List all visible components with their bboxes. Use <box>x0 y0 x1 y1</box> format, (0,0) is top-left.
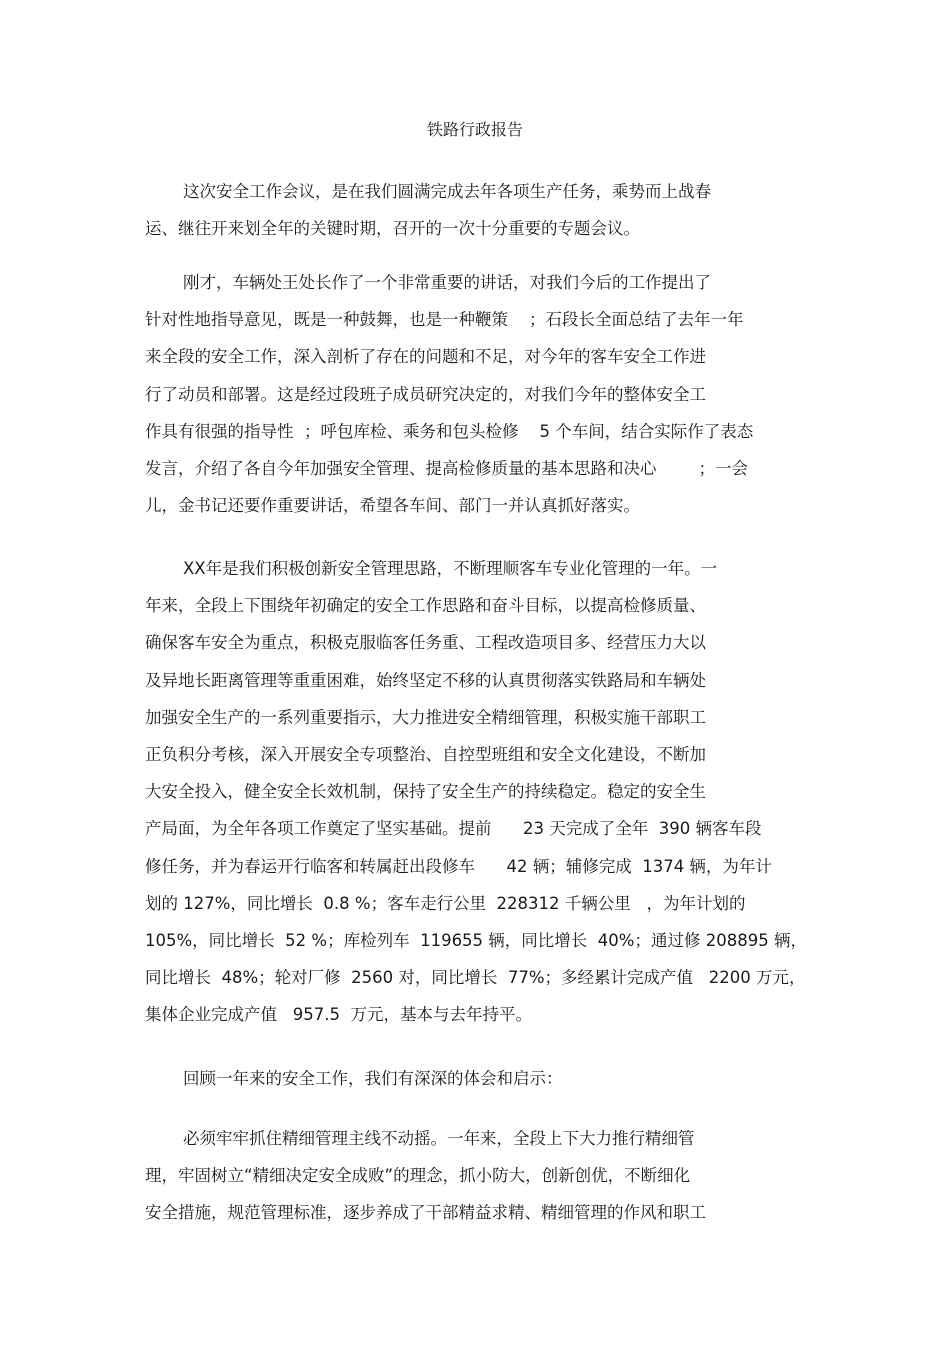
paragraph-meeting-intro <box>145 173 810 247</box>
text-line: 必须牢牢抓住精细管理主线不动摇。一年来，全段上下大力推行精细管 <box>183 1129 695 1148</box>
text-line: 正负积分考核，深入开展安全专项整治、自控型班组和安全文化建设，不断加 <box>145 744 706 764</box>
text-line: 及异地长距离管理等重重困难，始终坚定不移的认真贯彻落实铁路局和车辆处 <box>145 670 706 690</box>
text-line: 大安全投入，健全安全长效机制，保持了安全生产的持续稳定。稳定的安全生 <box>145 782 706 802</box>
text-line: 发言，介绍了各自今年加强安全管理、提高检修质量的基本思路和决心 ；一会 <box>145 458 748 478</box>
paragraph-annual-results <box>145 550 810 1033</box>
text-line: 划的 127%，同比增长 0.8 %；客车走行公里 228312 千辆公里 ，为年计划的 <box>145 893 746 913</box>
text-line: 儿，金书记还要作重要讲话，希望各车间、部门一并认真抓好落实。 <box>145 496 640 516</box>
text-line: 集体企业完成产值 957.5 万元，基本与去年持平。 <box>145 1005 532 1025</box>
text-line: 针对性地指导意见，既是一种鼓舞，也是一种鞭策 ；石段长全面总结了去年一年 <box>145 310 744 330</box>
text-line: 修任务，并为春运开行临客和转属赶出段修车 42 辆；辅修完成 1374 辆，为年计 <box>145 856 772 876</box>
text-line: 105%，同比增长 52 %；库检列车 119655 辆，同比增长 40%；通过修 208895 辆， <box>145 930 807 950</box>
text-line: 加强安全生产的一系列重要指示，大力推进安全精细管理，积极实施干部职工 <box>145 707 706 727</box>
text-line: 确保客车安全为重点，积极克服临客任务重、工程改造项目多、经营压力大以 <box>145 633 706 653</box>
text-line: 来全段的安全工作，深入剖析了存在的问题和不足，对今年的客车安全工作进 <box>145 347 706 367</box>
text-line: XX年是我们积极创新安全管理思路，不断理顺客车专业化管理的一年。一 <box>183 559 718 578</box>
text-line: 刚才，车辆处王处长作了一个非常重要的讲话，对我们今后的工作提出了 <box>183 273 711 292</box>
paragraph-fine-management <box>145 1120 810 1232</box>
text-line: 安全措施，规范管理标准，逐步养成了干部精益求精、精细管理的作风和职工 <box>145 1203 706 1223</box>
text-line: 这次安全工作会议，是在我们圆满完成去年各项生产任务，乘势而上战春 <box>183 182 711 201</box>
document-title: 铁路行政报告 <box>426 120 523 139</box>
text-line: 年来，全段上下围绕年初确定的安全工作思路和奋斗目标，以提高检修质量、 <box>145 596 706 616</box>
text-line: 运、继往开来划全年的关键时期，召开的一次十分重要的专题会议。 <box>145 219 640 239</box>
text-line: 行了动员和部署。这是经过段班子成员研究决定的，对我们今年的整体安全工 <box>145 384 706 404</box>
paragraph-speeches <box>145 264 810 524</box>
text-line: 同比增长 48%；轮对厂修 2560 对，同比增长 77%；多经累计完成产值 2200 万元， <box>145 968 806 988</box>
text-line: 回顾一年来的安全工作，我们有深深的体会和启示： <box>183 1069 563 1088</box>
text-line: 作具有很强的指导性 ；呼包库检、乘务和包头检修 5 个车间，结合实际作了表态 <box>145 421 754 441</box>
text-line: 理，牢固树立“精细决定安全成败”的理念，抓小防大，创新创优，不断细化 <box>145 1166 691 1186</box>
text-line: 产局面，为全年各项工作奠定了坚实基础。提前 23 天完成了全年 390 辆客车段 <box>145 819 762 839</box>
paragraph-review <box>145 1060 810 1097</box>
